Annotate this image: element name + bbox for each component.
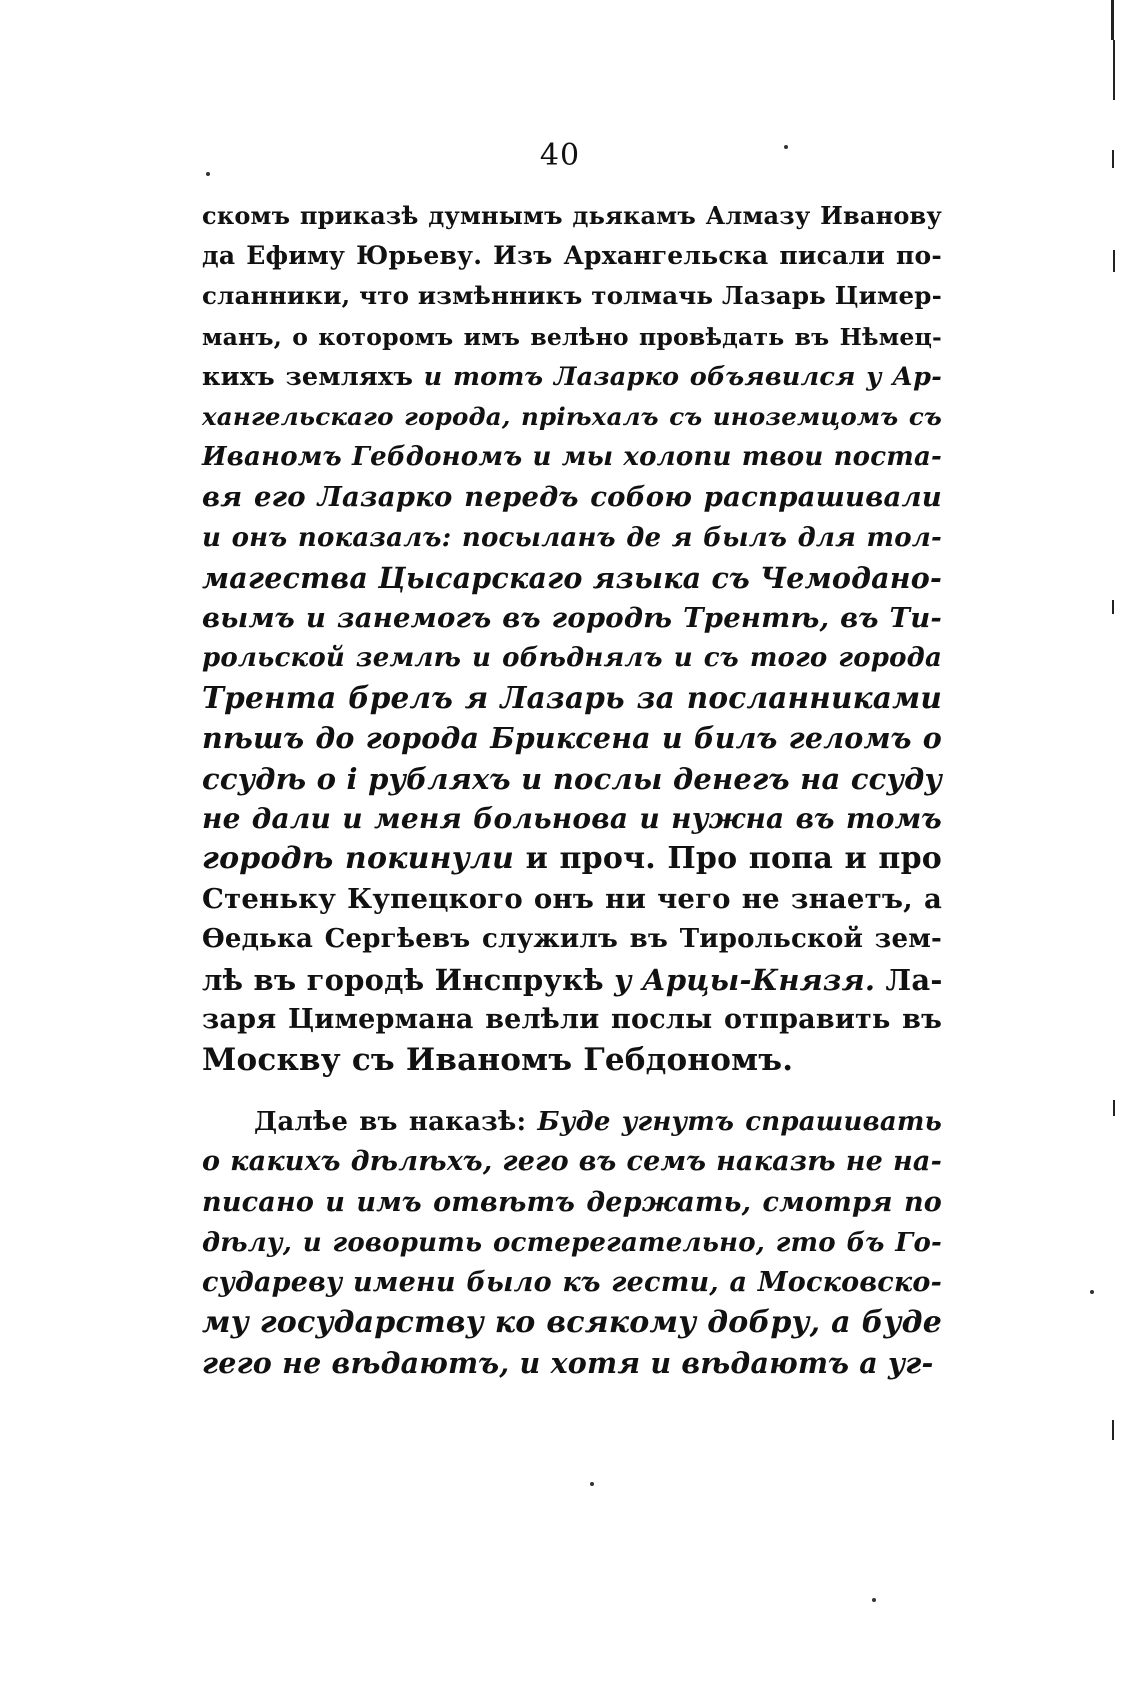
italic-run: городѣ покинули <box>202 841 526 876</box>
text-line <box>202 317 942 357</box>
roman-run: и проч. Про попа и про <box>525 841 942 876</box>
text-line <box>202 1142 942 1182</box>
text-line <box>202 839 942 879</box>
italic-run: дѣлу, и говорить остерегательно, гто бъ Го- <box>202 1227 942 1258</box>
text-line <box>202 879 942 919</box>
text-line <box>202 1343 942 1383</box>
scan-edge-mark <box>1112 1420 1114 1440</box>
roman-run: сланники, что измѣнникъ толмачь Лазарь Цимер- <box>202 281 942 311</box>
text-line <box>202 960 942 1000</box>
italic-run: судареву имени было къ гести, а Московско- <box>202 1266 942 1298</box>
text-line <box>202 1183 942 1223</box>
scan-edge-mark <box>1112 150 1114 168</box>
scan-speck <box>784 145 788 149</box>
text-line <box>202 558 942 598</box>
text-line <box>202 397 942 437</box>
italic-run: гего не вѣдаютъ, и хотя и вѣдаютъ а уг- <box>202 1346 934 1381</box>
text-line <box>202 357 942 397</box>
body-text <box>202 196 942 1383</box>
roman-run: Стеньку Купецкого онъ ни чего не знаетъ, а <box>202 883 942 916</box>
text-line <box>202 678 942 718</box>
italic-run: вя его Лазарко передъ собою распрашивали <box>202 481 942 514</box>
italic-run: и онъ показалъ: посыланъ де я былъ для тол- <box>202 522 942 553</box>
italic-run: пѣшъ до города Бриксена и билъ геломъ о <box>202 721 942 756</box>
roman-run: да Ефиму Юрьеву. Изъ Архангельска писали по- <box>202 241 942 271</box>
italic-run: магества Цысарскаго языка съ Чемодано- <box>202 560 942 595</box>
italic-run: у Арцы-Князя. <box>614 962 876 997</box>
italic-run: о какихъ дѣлѣхъ, гего въ семъ наказѣ не на- <box>202 1146 942 1178</box>
text-line <box>202 518 942 558</box>
italic-run: ссудѣ о і рубляхъ и послы денегъ на ссуду <box>202 761 942 796</box>
italic-run: писано и имъ отвѣтъ держать, смотря по <box>202 1186 942 1218</box>
roman-run: кихъ земляхъ <box>202 361 424 392</box>
italic-run: Иваномъ Гебдономъ и мы холопи твои поста- <box>202 442 942 473</box>
roman-run: заря Цимермана велѣли послы отправить въ <box>202 1003 942 1035</box>
italic-run: рольской землѣ и обѣднялъ и съ того города <box>202 643 942 674</box>
scan-edge-mark <box>1113 250 1115 272</box>
scan-speck <box>206 172 210 176</box>
text-line <box>202 1000 942 1040</box>
roman-run: Ла- <box>875 962 943 997</box>
text-line <box>202 437 942 477</box>
paragraph-gap <box>202 1080 942 1102</box>
scan-speck <box>590 1482 594 1486</box>
text-line <box>202 1263 942 1303</box>
text-line <box>202 759 942 799</box>
scan-edge-mark <box>1112 600 1114 614</box>
roman-run: скомъ приказѣ думнымъ дьякамъ Алмазу Иванову <box>202 201 942 230</box>
page-number: 40 <box>539 138 581 173</box>
text-line <box>202 638 942 678</box>
roman-run: Ѳедька Сергѣевъ служилъ въ Тирольской зем- <box>202 924 942 955</box>
text-line <box>202 799 942 839</box>
text-line <box>202 236 942 276</box>
text-line <box>202 1040 942 1080</box>
text-line <box>202 477 942 517</box>
text-line <box>202 598 942 638</box>
scan-edge-mark <box>1111 0 1114 40</box>
roman-run: манъ, о которомъ имъ велѣно провѣдать въ Нѣмец- <box>202 322 942 351</box>
text-line <box>202 196 942 236</box>
scan-speck <box>872 1598 876 1602</box>
text-line <box>202 1102 942 1142</box>
text-line <box>202 1223 942 1263</box>
text-line <box>202 1303 942 1343</box>
paragraph-1 <box>202 196 942 1080</box>
italic-run: не дали и меня больнова и нужна въ томъ <box>202 801 942 835</box>
italic-run: хангельскаго города, пріѣхалъ съ иноземцомъ съ <box>202 401 942 431</box>
paragraph-2 <box>202 1102 942 1383</box>
text-line <box>202 718 942 758</box>
roman-run: лѣ въ городѣ Инспрукѣ <box>202 962 615 997</box>
text-line <box>202 276 942 316</box>
roman-run: Далѣе въ наказѣ: <box>254 1107 538 1138</box>
italic-run: Трента брелъ я Лазарь за посланниками <box>202 680 942 716</box>
italic-run: и тотъ Лазарко объявился у Ар- <box>423 361 942 392</box>
scan-edge-mark <box>1113 1100 1115 1116</box>
italic-run: вымъ и занемогъ въ городѣ Трентѣ, въ Ти- <box>202 601 942 634</box>
text-line <box>202 919 942 959</box>
scan-speck <box>1090 1290 1094 1294</box>
italic-run: му государству ко всякому добру, а буде <box>202 1305 942 1341</box>
roman-run: Москву съ Иваномъ Гебдономъ. <box>202 1041 794 1078</box>
italic-run: Буде угнутъ спрашивать <box>537 1107 942 1138</box>
scan-edge-mark <box>1113 40 1115 100</box>
